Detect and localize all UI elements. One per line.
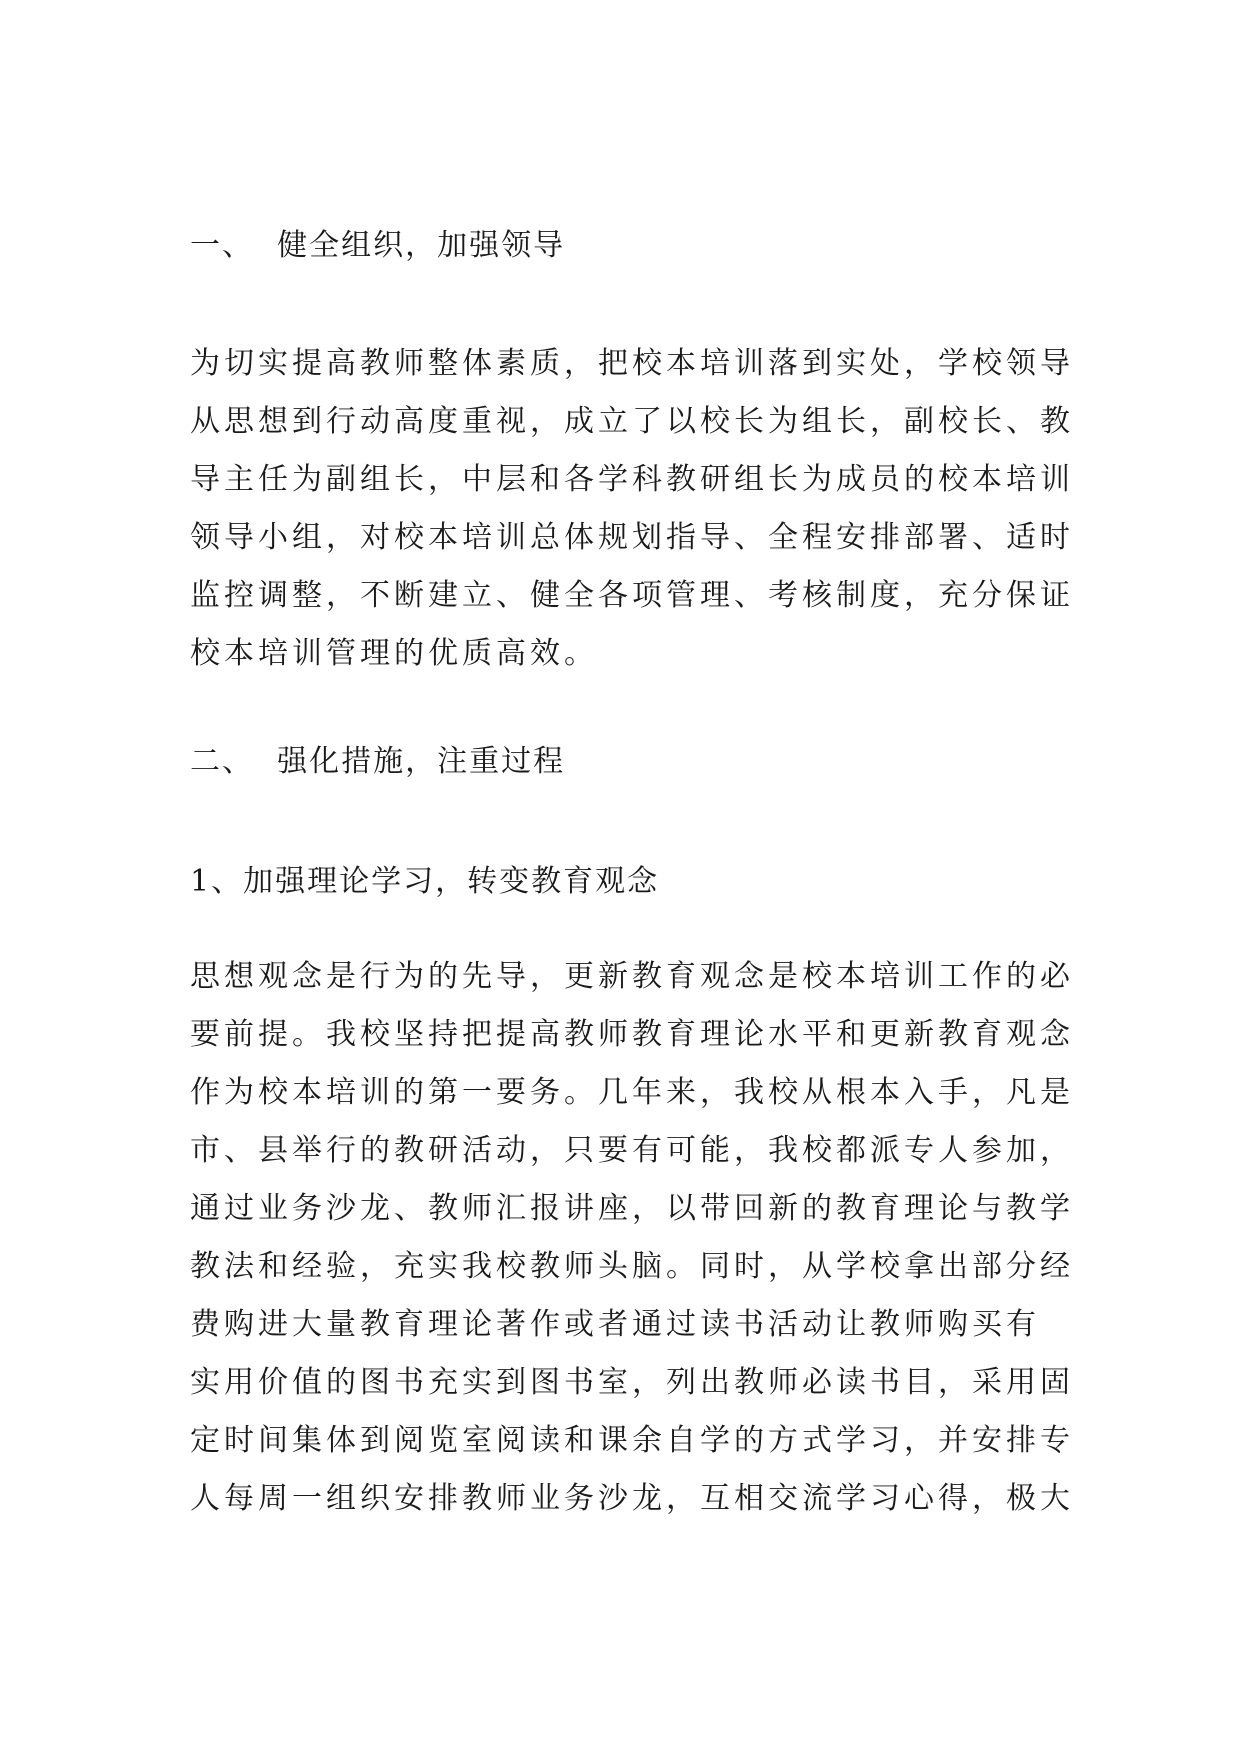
paragraph-line: 思想观念是行为的先导，更新教育观念是校本培训工作的必 xyxy=(190,959,1074,994)
paragraph-line: 要前提。我校坚持把提高教师教育理论水平和更新教育观念 xyxy=(190,1017,1074,1052)
subsection-1-paragraph xyxy=(190,948,1080,1528)
paragraph-line: 人每周一组织安排教师业务沙龙，互相交流学习心得，极大 xyxy=(190,1481,1074,1516)
paragraph-line: 教法和经验，充实我校教师头脑。同时，从学校拿出部分经 xyxy=(190,1249,1074,1284)
paragraph-line: 从思想到行动高度重视，成立了以校长为组长，副校长、教 xyxy=(190,404,1074,439)
paragraph-line: 实用价值的图书充实到图书室，列出教师必读书目，采用固 xyxy=(190,1365,1074,1400)
paragraph-line: 导主任为副组长，中层和各学科教研组长为成员的校本培训 xyxy=(190,462,1074,497)
paragraph-line: 领导小组，对校本培训总体规划指导、全程安排部署、适时 xyxy=(190,520,1074,555)
section-1-paragraph xyxy=(190,335,1080,683)
paragraph-line: 为切实提高教师整体素质，把校本培训落到实处，学校领导 xyxy=(190,346,1074,381)
paragraph-line: 费购进大量教育理论著作或者通过读书活动让教师购买有 xyxy=(190,1307,1040,1342)
subsection-1-heading: 1、加强理论学习，转变教育观念 xyxy=(190,864,660,899)
paragraph-line: 定时间集体到阅览室阅读和课余自学的方式学习，并安排专 xyxy=(190,1423,1074,1458)
paragraph-line: 市、县举行的教研活动，只要有可能，我校都派专人参加， xyxy=(190,1133,1074,1168)
paragraph-line: 作为校本培训的第一要务。几年来，我校从根本入手，凡是 xyxy=(190,1075,1074,1110)
paragraph-line: 校本培训管理的优质高效。 xyxy=(190,636,598,671)
section-2-heading: 二、 强化措施，注重过程 xyxy=(190,744,566,779)
section-1-heading: 一、 健全组织，加强领导 xyxy=(190,228,566,263)
paragraph-line: 通过业务沙龙、教师汇报讲座，以带回新的教育理论与教学 xyxy=(190,1191,1074,1226)
paragraph-line: 监控调整，不断建立、健全各项管理、考核制度，充分保证 xyxy=(190,578,1074,613)
